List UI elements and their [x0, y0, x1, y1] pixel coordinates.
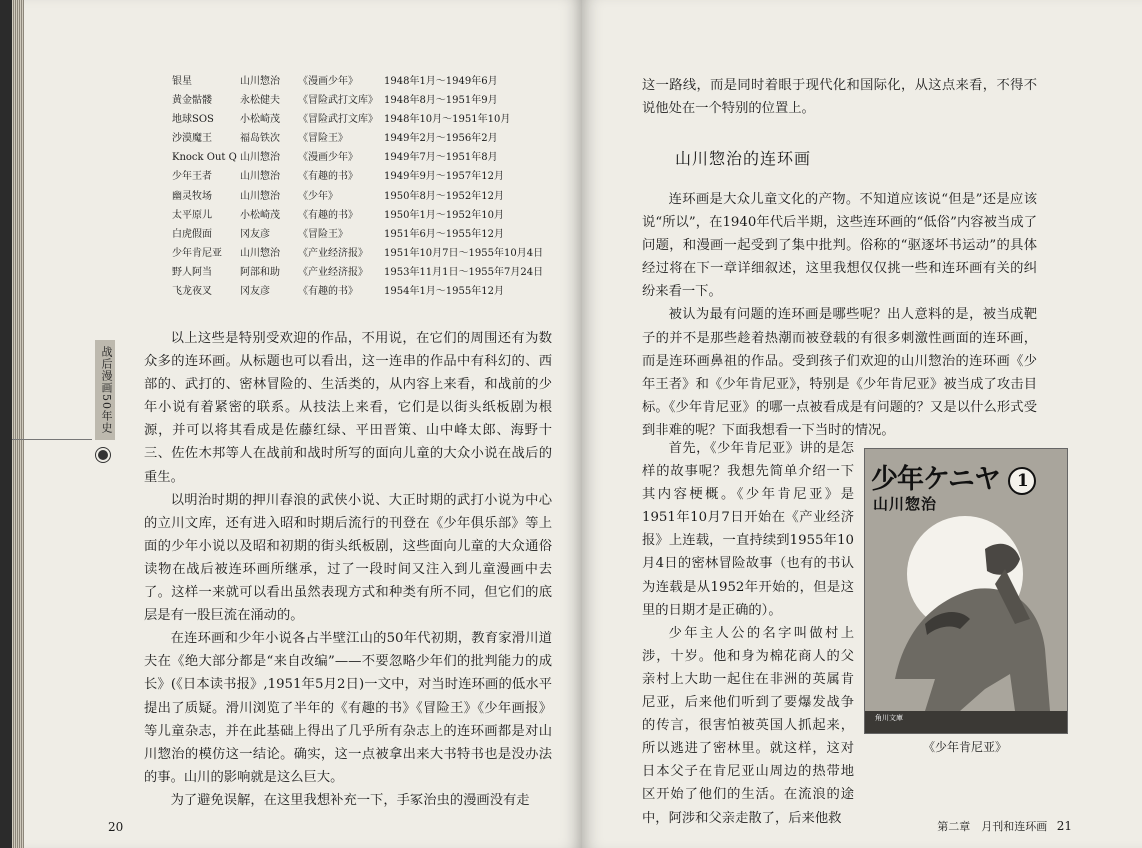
paragraph: 少年主人公的名字叫做村上涉，十岁。他和身为棉花商人的父亲村上大助一起住在非洲的英属肯尼亚，后来他们听到了要爆发战争的传言，很害怕被英国人抓起来，所以逃进了密林里。就这样，这对日本父子在肯尼亚山周边的热带地区开始了他们的生活。在流浪的途中，阿涉和父亲走散了，后来他救 [642, 625, 854, 826]
list-row [172, 206, 572, 225]
list-cell-magazine: 《冒险王》 [298, 228, 348, 240]
list-row [172, 91, 572, 110]
paragraph: 为了避免误解，在这里我想补充一下，手冢治虫的漫画没有走 [170, 792, 530, 808]
right-page [582, 0, 1142, 848]
list-cell-author: 山川惣治 [240, 152, 280, 164]
list-cell-author: 冈友彦 [240, 286, 270, 298]
paragraph: 连环画是大众儿童文化的产物。不知道应该说“但是”还是应该说“所以”，在1940年代后半期，这些连环画的“低俗”内容被当成了问题，和漫画一起受到了集中批判。俗称的“驱逐坏书运动”的具体经过将在下一章详细叙述，这里我想仅仅挑一些和连环画有关的纠纷来看一下。 [642, 192, 1037, 300]
list-cell-title: 银星 [172, 76, 192, 87]
list-cell-magazine: 《冒险武打文库》 [298, 95, 378, 107]
book-cover-image [864, 448, 1068, 734]
cover-caption: 《少年肯尼亚》 [922, 740, 1007, 754]
list-cell-period: 1954年1月～1955年12月 [384, 286, 504, 298]
list-cell-author: 小松崎茂 [240, 114, 280, 126]
cover-publisher: 角川文庫 [875, 714, 903, 722]
list-row [172, 282, 572, 301]
paragraph: 以明治时期的押川春浪的武侠小说、大正时期的武打小说为中心的立川文库，还有进入昭和时期后流行的刊登在《少年俱乐部》等上面的少年小说以及昭和初期的街头纸板剧，这些面向儿童的大众通俗读物在战后被连环画所继承，过了一段时间又注入到儿童漫画中去了。这样一来就可以看出虽然表现方式和种类有所不同，但它们的底层是有一股巨流在涌动的。 [144, 492, 552, 624]
list-cell-magazine: 《有趣的书》 [298, 209, 358, 221]
list-cell-author: 山川惣治 [240, 247, 280, 259]
list-row [172, 187, 572, 206]
section-heading: 山川惣治的连环画 [675, 149, 812, 168]
list-cell-period: 1951年6月～1955年12月 [384, 228, 504, 240]
page-number-left: 20 [108, 820, 124, 834]
list-cell-title: Knock Out Q [172, 152, 237, 164]
list-cell-period: 1949年7月～1951年8月 [384, 152, 498, 164]
cover-author: 山川惣治 [873, 495, 938, 513]
list-cell-author: 小松崎茂 [240, 209, 280, 221]
list-cell-title: 少年王者 [172, 171, 212, 183]
list-cell-author: 山川惣治 [240, 190, 280, 202]
cover-title-text: 少年ケニヤ [871, 464, 1000, 495]
bullet-mark-icon [98, 450, 108, 460]
cover-title [871, 457, 1036, 496]
list-row [172, 148, 572, 167]
cover-volume-number: 1 [1016, 470, 1028, 491]
list-cell-title: 野人阿当 [172, 266, 212, 278]
list-cell-author: 福岛铁次 [240, 133, 280, 145]
left-body-text [144, 327, 552, 812]
list-cell-magazine: 《有趣的书》 [298, 171, 358, 183]
list-row [172, 167, 572, 186]
list-cell-period: 1948年1月～1949年6月 [384, 76, 498, 87]
list-cell-title: 沙漠魔王 [172, 133, 212, 145]
list-cell-period: 1953年11月1日～1955年7月24日 [384, 266, 544, 278]
list-cell-period: 1950年8月～1952年12月 [384, 190, 504, 202]
list-cell-author: 阿部和助 [240, 266, 280, 278]
footer-chapter: 第二章 月刊和连环画 [937, 820, 1048, 833]
list-row [172, 72, 572, 91]
right-narrow-text [642, 437, 854, 830]
list-row [172, 263, 572, 282]
page-number-right: 21 [1056, 819, 1072, 833]
list-cell-author: 永松健夫 [240, 95, 280, 107]
list-cell-period: 1949年9月～1957年12月 [384, 171, 504, 183]
list-cell-magazine: 《产业经济报》 [298, 266, 368, 278]
list-cell-period: 1949年2月～1956年2月 [384, 133, 498, 145]
list-cell-period: 1950年1月～1952年10月 [384, 209, 504, 221]
paragraph: 首先，《少年肯尼亚》讲的是怎样的故事呢？我想先简单介绍一下其内容梗概。《少年肯尼亚》是1951年10月7日开始在《产业经济报》上连载，一直持续到1955年10月4日的密林冒险故事（也有的书认为连载是从1952年开始的，但是这里的日期才是正确的）。 [642, 441, 854, 618]
list-cell-magazine: 《漫画少年》 [298, 152, 358, 164]
list-cell-period: 1948年10月～1951年10月 [384, 114, 511, 126]
page-edge-stack [12, 0, 24, 848]
list-cell-title: 黄金骷髅 [172, 95, 212, 107]
list-cell-title: 地球SOS [172, 114, 214, 126]
list-row [172, 244, 572, 263]
right-intro-text [642, 74, 1037, 120]
list-cell-magazine: 《冒险武打文库》 [298, 114, 378, 126]
paragraph: 这一路线，而是同时着眼于现代化和国际化，从这点来看，不得不说他处在一个特别的位置上。 [642, 78, 1037, 117]
works-list [172, 72, 572, 301]
list-cell-title: 飞龙夜叉 [172, 286, 212, 298]
side-tab-book-title: 战后漫画50年史 [95, 340, 115, 440]
paragraph: 在连环画和少年小说各占半壁江山的50年代初期，教育家滑川道夫在《绝大部分都是“来自改编”——不要忽略少年们的批判能力的成长》(《日本读书报》,1951年5月2日)一文中，对当时连环画的低水平提出了质疑。滑川浏览了半年的《有趣的书》《冒险王》《少年画报》等儿童杂志，并在此基础上得出了几乎所有杂志上的连环画都是对山川惣治的模仿这一结论。确实，这一点被拿出来大书特书也是没办法的事。山川的影响就是这么巨大。 [144, 631, 552, 785]
right-body-text [642, 188, 1037, 442]
list-cell-magazine: 《少年》 [298, 190, 338, 202]
list-cell-author: 冈友彦 [240, 228, 270, 240]
paragraph: 以上这些是特别受欢迎的作品，不用说，在它们的周围还有为数众多的连环画。从标题也可以看出，这一连串的作品中有科幻的、西部的、武打的、密林冒险的、生活类的，从内容上来看，和战前的少年小说有着紧密的联系。从技法上来看，它们是以街头纸板剧为根源，并可以将其看成是佐藤红绿、平田晋策、山中峰太郎、海野十三、佐佐木邦等人在战前和战时所写的面向儿童的大众小说在战后的重生。 [144, 331, 552, 485]
left-page [12, 0, 582, 848]
list-cell-period: 1951年10月7日～1955年10月4日 [384, 247, 544, 259]
list-cell-title: 太平原儿 [172, 209, 212, 221]
list-row [172, 225, 572, 244]
list-row [172, 129, 572, 148]
list-cell-magazine: 《漫画少年》 [298, 76, 358, 87]
paragraph: 被认为最有问题的连环画是哪些呢？出人意料的是，被当成靶子的并不是那些趁着热潮而被登载的有很多刺激性画面的连环画，而是连环画鼻祖的作品。受到孩子们欢迎的山川惣治的连环画《少年王者》和《少年肯尼亚》，特别是《少年肯尼亚》被当成了攻击目标。《少年肯尼亚》的哪一点被看成是有问题的？又是以什么形式受到非难的呢？下面我想看一下当时的情况。 [642, 307, 1037, 438]
list-cell-title: 幽灵牧场 [172, 190, 212, 202]
list-cell-period: 1948年8月～1951年9月 [384, 95, 498, 107]
list-cell-magazine: 《冒险王》 [298, 133, 348, 145]
list-cell-magazine: 《有趣的书》 [298, 286, 358, 298]
list-cell-author: 山川惣治 [240, 76, 280, 87]
list-cell-magazine: 《产业经济报》 [298, 247, 368, 259]
list-cell-title: 少年肯尼亚 [172, 247, 222, 259]
list-cell-author: 山川惣治 [240, 171, 280, 183]
list-cell-title: 白虎假面 [172, 228, 212, 240]
cover-volume-badge [1008, 467, 1036, 495]
side-rule [12, 439, 92, 440]
running-footer [937, 818, 1072, 834]
list-row [172, 110, 572, 129]
